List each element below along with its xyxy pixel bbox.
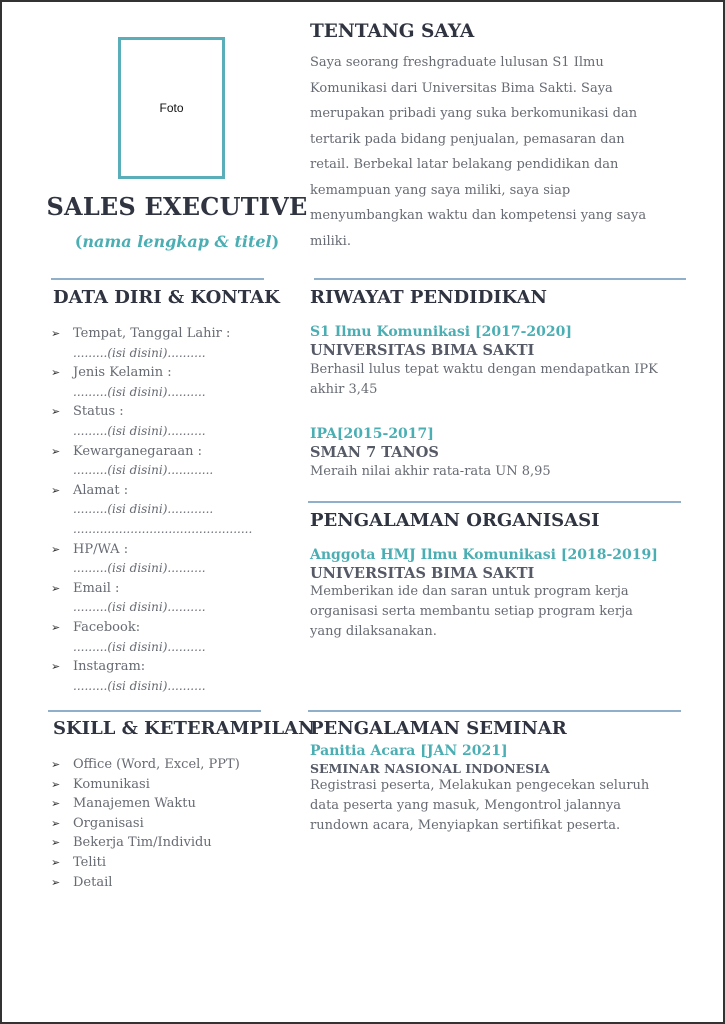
arrowhead-bullet-icon: ➢ — [51, 327, 61, 340]
skills-list — [51, 755, 291, 892]
skill-label: Detail — [73, 874, 113, 890]
organization-title: Anggota HMJ Ilmu Komunikasi [2018-2019] — [310, 547, 658, 563]
seminar-title: Panitia Acara [JAN 2021] — [310, 743, 508, 759]
arrowhead-bullet-icon: ➢ — [51, 405, 61, 419]
personal-label: HP/WA : — [73, 541, 129, 557]
education-heading: RIWAYAT PENDIDIKAN — [310, 287, 547, 308]
personal-value: .........(isi disini).......... — [73, 423, 206, 438]
education-desc-line: akhir 3,45 — [310, 382, 378, 397]
personal-value: .........(isi disini).......... — [73, 678, 206, 693]
personal-value: .........(isi disini)............ — [73, 463, 214, 478]
personal-item — [51, 324, 291, 363]
education-institution: SMAN 7 TANOS — [310, 444, 439, 461]
organization-heading: PENGALAMAN ORGANISASI — [310, 510, 600, 531]
about-line: kemampuan yang saya miliki, saya siap — [310, 182, 571, 198]
name-placeholder — [42, 232, 312, 251]
education-entry — [310, 426, 700, 482]
personal-item — [51, 363, 291, 402]
personal-label: Kewarganegaraan : — [73, 443, 202, 459]
arrowhead-bullet-icon: ➢ — [51, 660, 61, 674]
arrowhead-bullet-icon: ➢ — [51, 366, 61, 380]
education-title: S1 Ilmu Komunikasi [2017-2020] — [310, 324, 572, 340]
personal-value: .........(isi disini).......... — [73, 600, 206, 615]
education-institution: UNIVERSITAS BIMA SAKTI — [310, 342, 535, 359]
skill-label: Organisasi — [73, 815, 144, 831]
organization-entry — [310, 547, 700, 642]
seminar-institution: SEMINAR NASIONAL INDONESIA — [310, 761, 550, 776]
seminar-desc-line: data peserta yang masuk, Mengontrol jalannya — [310, 798, 622, 813]
personal-value: .........(isi disini)............ — [73, 502, 214, 517]
about-heading: TENTANG SAYA — [310, 21, 475, 42]
personal-item — [51, 579, 291, 618]
divider — [51, 278, 264, 280]
about-line: retail. Berbekal latar belakang pendidikan dan — [310, 157, 619, 172]
skills-heading: SKILL & KETERAMPILAN — [53, 718, 315, 739]
personal-label: Email : — [73, 580, 120, 596]
seminar-heading: PENGALAMAN SEMINAR — [310, 718, 567, 739]
arrowhead-bullet-icon: ➢ — [51, 816, 61, 830]
organization-desc-line: organisasi serta membantu setiap program kerja — [310, 604, 633, 619]
personal-item — [51, 442, 291, 481]
skill-label: Teliti — [73, 854, 107, 870]
arrowhead-bullet-icon: ➢ — [51, 855, 61, 869]
paren-open: ( — [74, 232, 83, 251]
arrowhead-bullet-icon: ➢ — [51, 581, 61, 595]
arrowhead-bullet-icon: ➢ — [51, 444, 61, 458]
arrowhead-bullet-icon: ➢ — [51, 620, 61, 634]
about-line: Komunikasi dari Universitas Bima Sakti. Saya — [310, 80, 613, 96]
personal-value-continued: ............................................... — [73, 521, 253, 536]
skill-label: Office (Word, Excel, PPT) — [73, 757, 240, 772]
personal-value: .........(isi disini).......... — [73, 384, 206, 399]
personal-item — [51, 657, 291, 696]
personal-label: Status : — [73, 404, 124, 420]
personal-item — [51, 481, 291, 540]
about-line: Saya seorang freshgraduate lulusan S1 Ilmu — [310, 55, 604, 70]
divider — [308, 501, 681, 503]
education-entry — [310, 324, 700, 400]
about-line: tertarik pada bidang penjualan, pemasaran dan — [310, 131, 625, 147]
skill-item — [51, 794, 291, 814]
photo-label: Foto — [159, 101, 184, 115]
arrowhead-bullet-icon: ➢ — [51, 797, 61, 811]
seminar-entry — [310, 743, 700, 836]
seminar-desc-line: Registrasi peserta, Melakukan pengecekan seluruh — [310, 778, 650, 793]
paren-close: ) — [271, 232, 280, 251]
personal-value: .........(isi disini).......... — [73, 561, 206, 576]
skill-item — [51, 755, 291, 775]
personal-label: Instagram: — [73, 659, 146, 675]
skill-item — [51, 853, 291, 873]
organization-institution: UNIVERSITAS BIMA SAKTI — [310, 565, 535, 582]
skill-label: Komunikasi — [73, 776, 150, 792]
personal-label: Alamat : — [73, 482, 129, 498]
skill-label: Bekerja Tim/Individu — [73, 835, 212, 851]
divider — [314, 278, 686, 280]
divider — [48, 710, 261, 712]
about-text — [310, 50, 710, 254]
name-placeholder-text: nama lengkap & titel — [82, 232, 272, 251]
personal-label: Jenis Kelamin : — [73, 365, 172, 381]
education-title: IPA[2015-2017] — [310, 426, 434, 442]
seminar-desc-line: rundown acara, Menyiapkan sertifikat peserta. — [310, 818, 621, 833]
arrowhead-bullet-icon: ➢ — [51, 758, 61, 771]
personal-item — [51, 618, 291, 657]
skill-label: Manajemen Waktu — [73, 796, 196, 812]
personal-label: Tempat, Tanggal Lahir : — [73, 326, 231, 341]
personal-value: .........(isi disini).......... — [73, 639, 206, 654]
photo-placeholder — [118, 37, 225, 179]
arrowhead-bullet-icon: ➢ — [51, 777, 61, 791]
personal-item — [51, 540, 291, 579]
skill-item — [51, 833, 291, 853]
personal-item — [51, 402, 291, 441]
skill-item — [51, 873, 291, 893]
arrowhead-bullet-icon: ➢ — [51, 542, 61, 556]
about-line: menyumbangkan waktu dan kompetensi yang saya — [310, 208, 647, 223]
personal-label: Facebook: — [73, 619, 141, 635]
organization-desc-line: yang dilaksanakan. — [310, 624, 437, 639]
arrowhead-bullet-icon: ➢ — [51, 836, 61, 850]
about-line: miliki. — [310, 233, 351, 249]
skill-item — [51, 775, 291, 795]
arrowhead-bullet-icon: ➢ — [51, 875, 61, 889]
personal-list — [51, 324, 291, 696]
skill-item — [51, 814, 291, 834]
arrowhead-bullet-icon: ➢ — [51, 483, 61, 497]
job-title: SALES EXECUTIVE — [46, 192, 308, 221]
about-line: merupakan pribadi yang suka berkomunikasi dan — [310, 106, 638, 121]
personal-heading: DATA DIRI & KONTAK — [53, 287, 280, 308]
organization-desc-line: Memberikan ide dan saran untuk program kerja — [310, 584, 629, 599]
education-desc-line: Berhasil lulus tepat waktu dengan mendapatkan IPK — [310, 362, 658, 377]
personal-value: .........(isi disini).......... — [73, 345, 206, 360]
divider — [308, 710, 681, 712]
education-desc-line: Meraih nilai akhir rata-rata UN 8,95 — [310, 464, 551, 479]
